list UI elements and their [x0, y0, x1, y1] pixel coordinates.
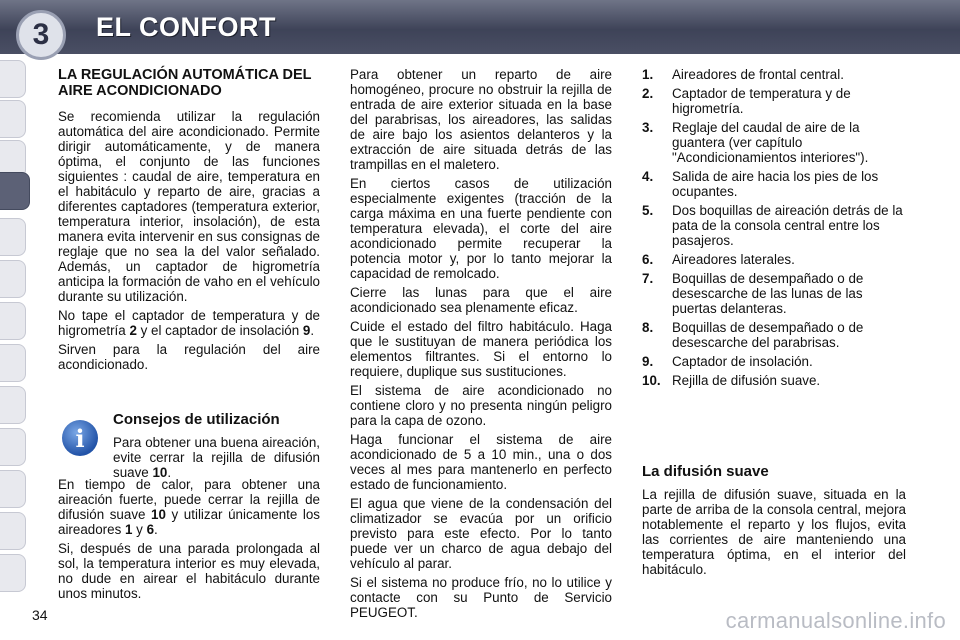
chapter-tab[interactable]: [0, 554, 26, 592]
body-paragraph: Para obtener un reparto de aire homogéneo, procure no obstruir la rejilla de entrada de aire exterior situada en la base del parabrisas, los aireadores, las salidas de aire bajo los asientos delanteros y la extracción de aire situada detrás de las trampillas en el maletero.: [350, 67, 612, 172]
item-number: 7.: [642, 271, 654, 286]
ref-number: 1: [125, 522, 133, 537]
body-paragraph: El sistema de aire acondicionado no contiene cloro y no presenta ningún peligro para la capa de ozono.: [350, 383, 612, 428]
page-number: 34: [32, 607, 48, 623]
list-item: [642, 169, 906, 199]
intro-paragraph: Se recomienda utilizar la regulación automática del aire acondicionado. Permite dirigir automáticamente, y de manera óptima, el conjunto de las funciones siguientes : caudal de aire, temperatura en el habitáculo y reparto de aire, gracias a diferentes captadores (temperatura exterior, temperatura interior, insolación), de esta manera evita intervenir en sus consignas de reglaje que no sea la del valor señalado. Además, un captador de higrometría anticipa la formación de vaho en el vehículo durante su utilización.: [58, 109, 321, 304]
chapter-header: [0, 0, 960, 54]
ref-number: 6: [146, 522, 155, 537]
body-paragraph: Cierre las lunas para que el aire acondicionado sea plenamente eficaz.: [350, 285, 612, 315]
list-item: [642, 67, 906, 82]
chapter-tab[interactable]: [0, 100, 26, 138]
sensor-warning-paragraph: [58, 308, 320, 338]
watermark: carmanualsonline.info: [725, 608, 946, 633]
text-run: Para obtener una buena aireación, evite cerrar la rejilla de difusión suave: [113, 435, 320, 480]
info-icon: i: [62, 420, 98, 456]
diffusion-title: La difusión suave: [642, 463, 769, 480]
text-run: .: [310, 323, 315, 338]
list-item: [642, 252, 906, 267]
body-paragraph: En ciertos casos de utilización especialmente exigentes (tracción de la carga máxima en una fuerte pendiente con temperatura elevada), el corte del aire acondicionado permite recuperar la potencia motor y, por lo tanto mejorar la capacidad de remolcado.: [350, 176, 612, 281]
body-paragraph: Cuide el estado del filtro habitáculo. Haga que le sustituyan de manera periódica los elementos filtrantes. Si el entorno lo requiere, duplique sus sustituciones.: [350, 319, 612, 379]
item-number: 9.: [642, 354, 654, 369]
ref-number: 10: [151, 507, 166, 522]
item-text: Captador de insolación.: [672, 354, 813, 369]
chapter-tab[interactable]: [0, 60, 26, 98]
text-run: .: [167, 465, 172, 480]
chapter-title: EL CONFORT: [96, 12, 276, 42]
chapter-tab-active[interactable]: [0, 172, 30, 210]
list-item: [642, 354, 906, 369]
item-text: Aireadores de frontal central.: [672, 67, 844, 82]
list-item: [642, 120, 906, 165]
item-text: Boquillas de desempañado o de desescarche de las lunas de las puertas delanteras.: [672, 271, 864, 316]
tips-continued: [58, 477, 320, 605]
chapter-number-badge: 3: [16, 10, 66, 60]
item-text: Reglaje del caudal de aire de la guantera (ver capítulo "Acondicionamientos interiores").: [672, 120, 869, 165]
list-item: [642, 86, 906, 116]
column-left: [58, 67, 320, 376]
ref-number: 10: [152, 465, 168, 480]
chapter-tab[interactable]: [0, 344, 26, 382]
list-item: [642, 320, 906, 350]
item-number: 2.: [642, 86, 654, 101]
text-run: .: [154, 522, 158, 537]
item-number: 6.: [642, 252, 654, 267]
list-item: [642, 373, 906, 388]
section-title: LA REGULACIÓN AUTOMÁTICA DEL AIRE ACONDICIONADO: [58, 67, 312, 99]
item-number: 10.: [642, 373, 661, 388]
text-run: y utilizar únicamente los aireadores: [58, 507, 320, 537]
chapter-tab[interactable]: [0, 260, 26, 298]
tip-paragraph: [113, 435, 320, 480]
body-paragraph: Haga funcionar el sistema de aire acondicionado de 5 a 10 min., una o dos veces al mes para mantenerlo en perfecto estado de funcionamiento.: [350, 432, 612, 492]
item-text: Boquillas de desempañado o de desescarche del parabrisas.: [672, 320, 864, 350]
list-item: [642, 271, 906, 316]
body-paragraph: El agua que viene de la condensación del climatizador se evacúa por un orificio previsto para este efecto. Por lo tanto puede ver un charco de agua debajo del vehículo al parar.: [350, 496, 612, 571]
chapter-tab[interactable]: [0, 302, 26, 340]
diffusion-block: [642, 464, 906, 581]
item-number: 8.: [642, 320, 654, 335]
ref-number: 9: [302, 323, 311, 338]
item-number: 5.: [642, 203, 654, 218]
chapter-tab[interactable]: [0, 218, 26, 256]
column-middle: [350, 67, 612, 624]
item-number: 4.: [642, 169, 654, 184]
tips-title: Consejos de utilización: [113, 411, 280, 428]
text-run: y el captador de insolación: [136, 323, 303, 338]
item-text: Rejilla de difusión suave.: [672, 373, 821, 388]
item-text: Aireadores laterales.: [672, 252, 795, 267]
diffusion-paragraph: La rejilla de difusión suave, situada en la parte de arriba de la consola central, mejora notablemente el reparto y los flujos, evita las corrientes de aire manteniendo una temperatura óptima, en el interior del habitáculo.: [642, 487, 906, 577]
body-paragraph: Si el sistema no produce frío, no lo utilice y contacte con su Punto de Servicio PEUGEOT.: [350, 575, 612, 620]
tips-block: [113, 412, 320, 484]
ref-number: 2: [129, 323, 137, 338]
chapter-tab[interactable]: [0, 512, 26, 550]
tip-paragraph: [58, 477, 320, 537]
text-run: En tiempo de calor, para obtener una aireación fuerte, puede cerrar la rejilla de difusión suave: [58, 477, 320, 522]
tip-paragraph: Si, después de una parada prolongada al sol, la temperatura interior es muy elevada, no dude en airear el habitáculo durante unos minutos.: [58, 541, 320, 601]
item-text: Captador de temperatura y de higrometría.: [672, 86, 851, 116]
legend-list: [642, 67, 906, 392]
item-number: 1.: [642, 67, 654, 82]
text-run: y: [132, 522, 147, 537]
list-item: [642, 203, 906, 248]
item-text: Dos boquillas de aireación detrás de la pata de la consola central entre los pasajeros.: [672, 203, 903, 248]
item-number: 3.: [642, 120, 654, 135]
item-text: Salida de aire hacia los pies de los ocupantes.: [672, 169, 879, 199]
sensor-purpose-paragraph: Sirven para la regulación del aire acondicionado.: [58, 342, 320, 372]
chapter-tabs: [0, 60, 30, 580]
text-run: No tape el captador de temperatura y de higrometría: [58, 308, 320, 338]
chapter-tab[interactable]: [0, 428, 26, 466]
chapter-tab[interactable]: [0, 386, 26, 424]
chapter-tab[interactable]: [0, 470, 26, 508]
